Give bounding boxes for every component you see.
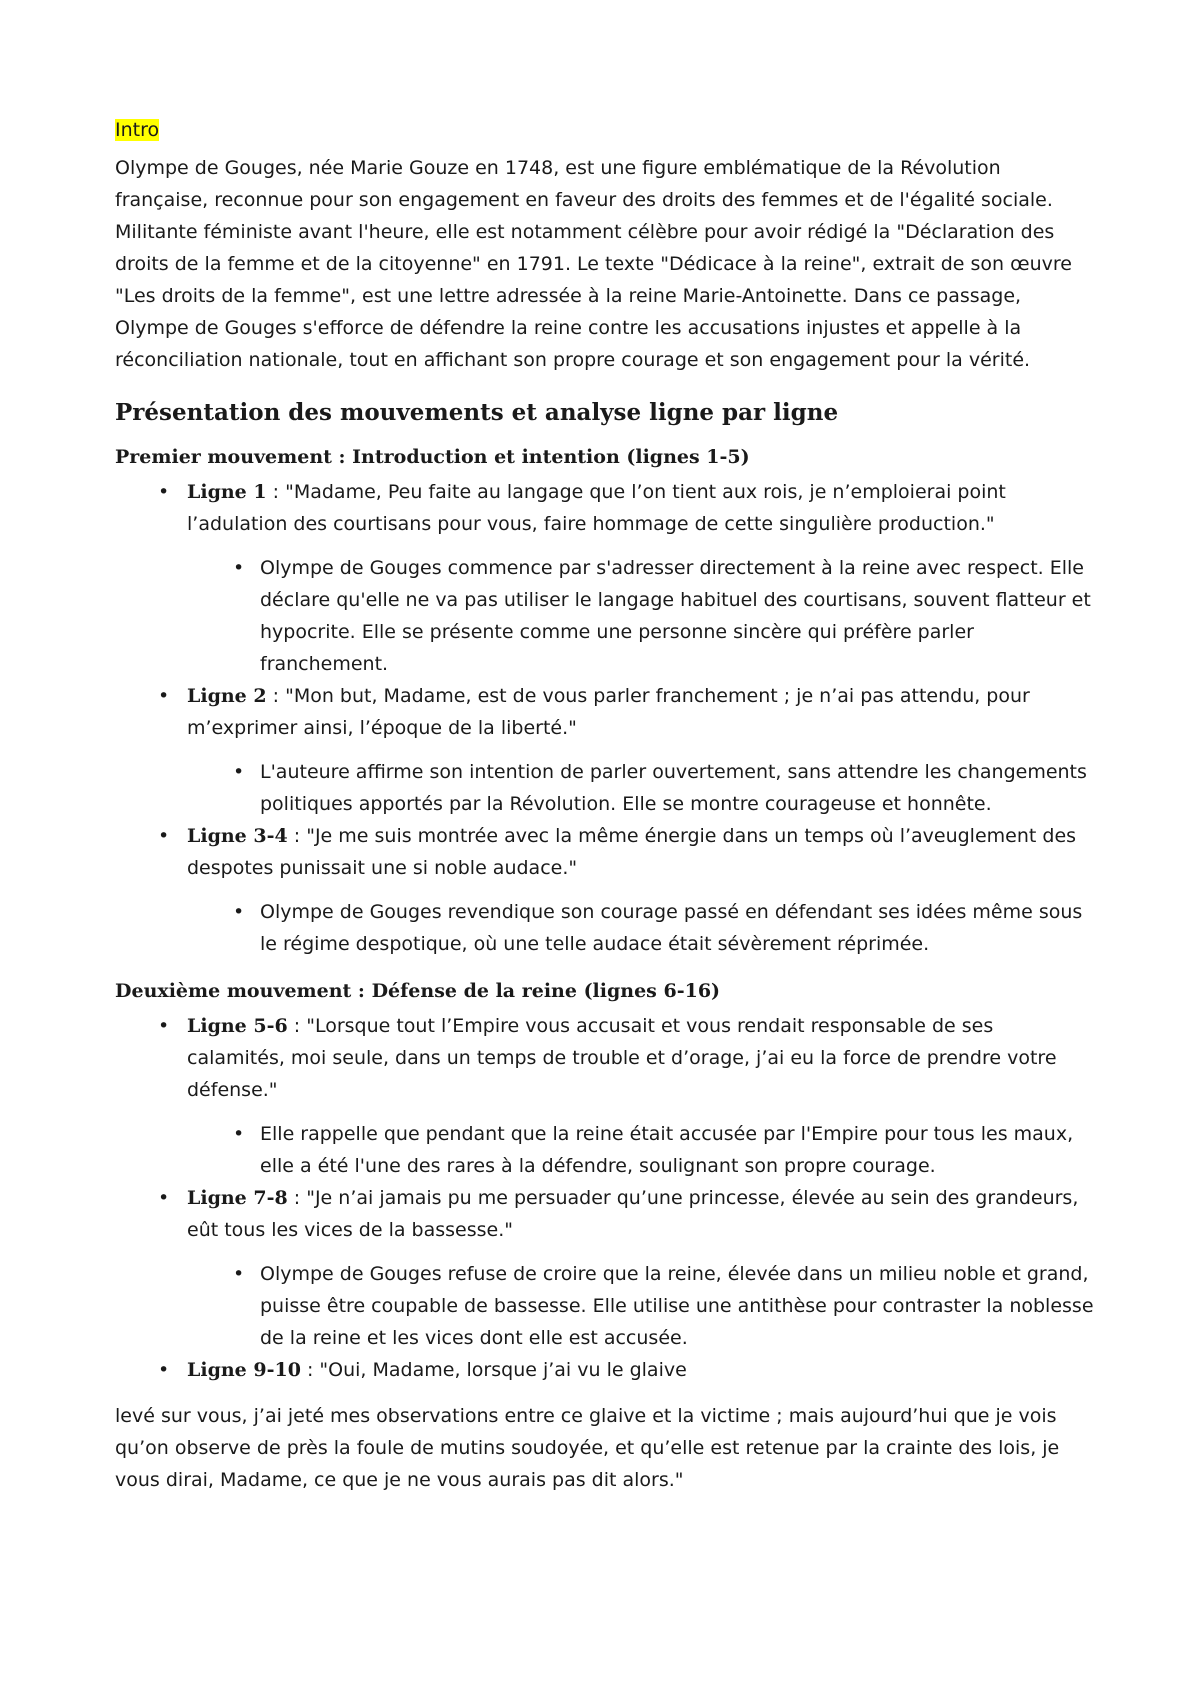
bullet-icon: • bbox=[233, 901, 245, 923]
list-item bbox=[115, 1010, 1095, 1182]
intro-label bbox=[115, 114, 1095, 146]
section-heading: Présentation des mouvements et analyse ligne par ligne bbox=[115, 399, 839, 426]
line-analysis: Olympe de Gouges refuse de croire que la reine, élevée dans un milieu noble et grand, puisse être coupable de bassesse. Elle utilise une antithèse pour contraster la noblesse de la reine et les vices dont elle est accusée. bbox=[260, 1263, 1094, 1349]
line-quote: : "Mon but, Madame, est de vous parler franchement ; je n’ai pas attendu, pour m’exprimer ainsi, l’époque de la liberté." bbox=[187, 685, 1030, 739]
bullet-icon: • bbox=[233, 557, 245, 579]
sub-list-item bbox=[187, 1258, 1095, 1354]
line-ref: Ligne 9-10 bbox=[187, 1359, 301, 1381]
list-item bbox=[115, 476, 1095, 680]
line-ref: Ligne 7-8 bbox=[187, 1187, 288, 1209]
movement-2-list bbox=[115, 1010, 1095, 1386]
bullet-icon: • bbox=[233, 1263, 245, 1285]
bullet-icon: • bbox=[158, 825, 170, 847]
sub-list-item bbox=[187, 1118, 1095, 1182]
line-ref: Ligne 1 bbox=[187, 481, 267, 503]
line-analysis: Olympe de Gouges commence par s'adresser directement à la reine avec respect. Elle déclare qu'elle ne va pas utiliser le langage habituel des courtisans, souvent flatteur et hypocrite. Elle se présente comme une personne sincère qui préfère parler franchement. bbox=[260, 557, 1091, 675]
sub-list bbox=[187, 896, 1095, 960]
line-analysis: Elle rappelle que pendant que la reine était accusée par l'Empire pour tous les maux, elle a été l'une des rares à la défendre, soulignant son propre courage. bbox=[260, 1123, 1074, 1177]
line-ref: Ligne 2 bbox=[187, 685, 267, 707]
movement-2-title: Deuxième mouvement : Défense de la reine (lignes 6-16) bbox=[115, 980, 721, 1002]
line-quote: : "Oui, Madame, lorsque j’ai vu le glaive bbox=[300, 1359, 687, 1381]
sub-list bbox=[187, 756, 1095, 820]
line-analysis: Olympe de Gouges revendique son courage passé en défendant ses idées même sous le régime despotique, où une telle audace était sévèrement réprimée. bbox=[260, 901, 1083, 955]
sub-list bbox=[187, 552, 1095, 680]
bullet-icon: • bbox=[158, 1359, 170, 1381]
line-quote: : "Madame, Peu faite au langage que l’on tient aux rois, je n’emploierai point l’adulation des courtisans pour vous, faire hommage de cette singulière production." bbox=[187, 481, 1006, 535]
bullet-icon: • bbox=[158, 685, 170, 707]
movement-1-title: Premier mouvement : Introduction et intention (lignes 1-5) bbox=[115, 446, 750, 468]
line-ref: Ligne 3-4 bbox=[187, 825, 288, 847]
line-quote: : "Je n’ai jamais pu me persuader qu’une princesse, élevée au sein des grandeurs, eût tous les vices de la bassesse." bbox=[187, 1187, 1079, 1241]
continuation-paragraph: levé sur vous, j’ai jeté mes observations entre ce glaive et la victime ; mais aujourd’hui que je vois qu’on observe de près la foule de mutins soudoyée, et qu’elle est retenue par la crainte des lois, je vous dirai, Madame, ce que je ne vous aurais pas dit alors." bbox=[115, 1405, 1060, 1491]
bullet-icon: • bbox=[233, 1123, 245, 1145]
bullet-icon: • bbox=[233, 761, 245, 783]
bullet-icon: • bbox=[158, 481, 170, 503]
intro-paragraph: Olympe de Gouges, née Marie Gouze en 1748, est une figure emblématique de la Révolution française, reconnue pour son engagement en faveur des droits des femmes et de l'égalité sociale. Militante féministe avant l'heure, elle est notamment célèbre pour avoir rédigé la "Déclaration des droits de la femme et de la citoyenne" en 1791. Le texte "Dédicace à la reine", extrait de son œuvre "Les droits de la femme", est une lettre adressée à la reine Marie-Antoinette. Dans ce passage, Olympe de Gouges s'efforce de défendre la reine contre les accusations injustes et appelle à la réconciliation nationale, tout en affichant son propre courage et son engagement pour la vérité. bbox=[115, 157, 1072, 371]
line-ref: Ligne 5-6 bbox=[187, 1015, 288, 1037]
list-item bbox=[115, 1354, 1095, 1386]
line-quote: : "Lorsque tout l’Empire vous accusait et vous rendait responsable de ses calamités, moi seule, dans un temps de trouble et d’orage, j’ai eu la force de prendre votre défense." bbox=[187, 1015, 1057, 1101]
sub-list bbox=[187, 1118, 1095, 1182]
list-item bbox=[115, 1182, 1095, 1354]
line-quote: : "Je me suis montrée avec la même énergie dans un temps où l’aveuglement des despotes punissait une si noble audace." bbox=[187, 825, 1077, 879]
bullet-icon: • bbox=[158, 1015, 170, 1037]
bullet-icon: • bbox=[158, 1187, 170, 1209]
sub-list-item bbox=[187, 896, 1095, 960]
intro-highlight: Intro bbox=[115, 119, 160, 141]
list-item bbox=[115, 820, 1095, 960]
movement-1-list bbox=[115, 476, 1095, 960]
line-analysis: L'auteure affirme son intention de parler ouvertement, sans attendre les changements politiques apportés par la Révolution. Elle se montre courageuse et honnête. bbox=[260, 761, 1087, 815]
document-body bbox=[115, 114, 1095, 1496]
list-item bbox=[115, 680, 1095, 820]
sub-list bbox=[187, 1258, 1095, 1354]
sub-list-item bbox=[187, 756, 1095, 820]
sub-list-item bbox=[187, 552, 1095, 680]
